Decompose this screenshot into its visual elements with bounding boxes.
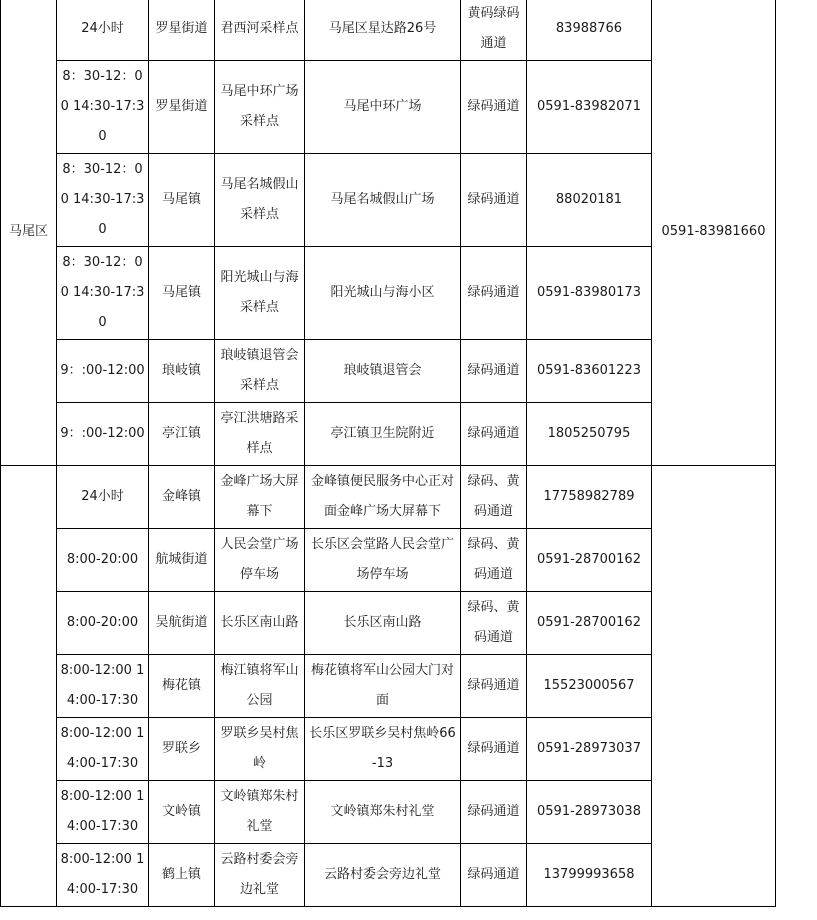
site-cell: 马尾名城假山采样点 — [215, 154, 305, 247]
phone-cell: 83988766 — [527, 0, 652, 61]
time-cell: 8:00-20:00 — [57, 592, 149, 655]
site-cell: 马尾中环广场采样点 — [215, 61, 305, 154]
area-cell: 琅岐镇 — [149, 340, 215, 403]
site-cell: 亭江洪塘路采样点 — [215, 403, 305, 466]
area-cell: 鹤上镇 — [149, 844, 215, 907]
channel-cell: 绿码通道 — [461, 781, 527, 844]
table-row — [1, 0, 776, 61]
area-cell: 航城街道 — [149, 529, 215, 592]
address-cell: 云路村委会旁边礼堂 — [305, 844, 461, 907]
time-cell: 24小时 — [57, 466, 149, 529]
address-cell: 长乐区罗联乡吴村焦岭66-13 — [305, 718, 461, 781]
channel-cell: 绿码通道 — [461, 844, 527, 907]
channel-cell: 绿码通道 — [461, 154, 527, 247]
site-cell: 阳光城山与海采样点 — [215, 247, 305, 340]
hotline-cell — [652, 466, 776, 907]
time-cell: 9：:00-12:00 — [57, 403, 149, 466]
hotline-cell: 0591-83981660 — [652, 0, 776, 466]
area-cell: 亭江镇 — [149, 403, 215, 466]
district-cell: 马尾区 — [1, 0, 57, 466]
channel-cell: 绿码通道 — [461, 403, 527, 466]
time-cell: 8：30-12：00 14:30-17:30 — [57, 154, 149, 247]
channel-cell: 绿码通道 — [461, 718, 527, 781]
channel-cell: 绿码、黄码通道 — [461, 466, 527, 529]
table-row — [1, 466, 776, 529]
time-cell: 8:00-12:00 14:00-17:30 — [57, 655, 149, 718]
address-cell: 马尾名城假山广场 — [305, 154, 461, 247]
phone-cell: 1805250795 — [527, 403, 652, 466]
address-cell: 金峰镇便民服务中心正对面金峰广场大屏幕下 — [305, 466, 461, 529]
phone-cell: 13799993658 — [527, 844, 652, 907]
channel-cell: 绿码通道 — [461, 61, 527, 154]
address-cell: 梅花镇将军山公园大门对面 — [305, 655, 461, 718]
channel-cell: 绿码通道 — [461, 655, 527, 718]
time-cell: 8：30-12：00 14:30-17:30 — [57, 61, 149, 154]
area-cell: 马尾镇 — [149, 154, 215, 247]
site-cell: 云路村委会旁边礼堂 — [215, 844, 305, 907]
phone-cell: 0591-28973037 — [527, 718, 652, 781]
area-cell: 罗联乡 — [149, 718, 215, 781]
phone-cell: 0591-83982071 — [527, 61, 652, 154]
phone-cell: 17758982789 — [527, 466, 652, 529]
site-cell: 罗联乡吴村焦岭 — [215, 718, 305, 781]
site-cell: 梅江镇将军山公园 — [215, 655, 305, 718]
area-cell: 罗星街道 — [149, 61, 215, 154]
phone-cell: 0591-28973038 — [527, 781, 652, 844]
time-cell: 8:00-12:00 14:00-17:30 — [57, 844, 149, 907]
channel-cell: 绿码通道 — [461, 340, 527, 403]
phone-cell: 15523000567 — [527, 655, 652, 718]
site-cell: 君西河采样点 — [215, 0, 305, 61]
channel-cell: 绿码、黄码通道 — [461, 529, 527, 592]
address-cell: 文岭镇郑朱村礼堂 — [305, 781, 461, 844]
address-cell: 亭江镇卫生院附近 — [305, 403, 461, 466]
address-cell: 琅岐镇退管会 — [305, 340, 461, 403]
time-cell: 8:00-12:00 14:00-17:30 — [57, 718, 149, 781]
area-cell: 梅花镇 — [149, 655, 215, 718]
time-cell: 8:00-12:00 14:00-17:30 — [57, 781, 149, 844]
channel-cell: 绿码、黄码通道 — [461, 592, 527, 655]
channel-cell: 黄码绿码通道 — [461, 0, 527, 61]
address-cell: 马尾中环广场 — [305, 61, 461, 154]
address-cell: 马尾区星达路26号 — [305, 0, 461, 61]
site-cell: 长乐区南山路 — [215, 592, 305, 655]
time-cell: 8:00-20:00 — [57, 529, 149, 592]
phone-cell: 0591-28700162 — [527, 529, 652, 592]
phone-cell: 0591-83601223 — [527, 340, 652, 403]
site-cell: 人民会堂广场停车场 — [215, 529, 305, 592]
address-cell: 长乐区会堂路人民会堂广场停车场 — [305, 529, 461, 592]
time-cell: 9：:00-12:00 — [57, 340, 149, 403]
district-cell — [1, 466, 57, 907]
phone-cell: 88020181 — [527, 154, 652, 247]
time-cell: 24小时 — [57, 0, 149, 61]
area-cell: 吴航街道 — [149, 592, 215, 655]
time-cell: 8：30-12：00 14:30-17:30 — [57, 247, 149, 340]
site-cell: 琅岐镇退管会采样点 — [215, 340, 305, 403]
area-cell: 罗星街道 — [149, 0, 215, 61]
phone-cell: 0591-28700162 — [527, 592, 652, 655]
phone-cell: 0591-83980173 — [527, 247, 652, 340]
site-cell: 文岭镇郑朱村礼堂 — [215, 781, 305, 844]
area-cell: 金峰镇 — [149, 466, 215, 529]
area-cell: 文岭镇 — [149, 781, 215, 844]
address-cell: 长乐区南山路 — [305, 592, 461, 655]
site-cell: 金峰广场大屏幕下 — [215, 466, 305, 529]
address-cell: 阳光城山与海小区 — [305, 247, 461, 340]
area-cell: 马尾镇 — [149, 247, 215, 340]
channel-cell: 绿码通道 — [461, 247, 527, 340]
